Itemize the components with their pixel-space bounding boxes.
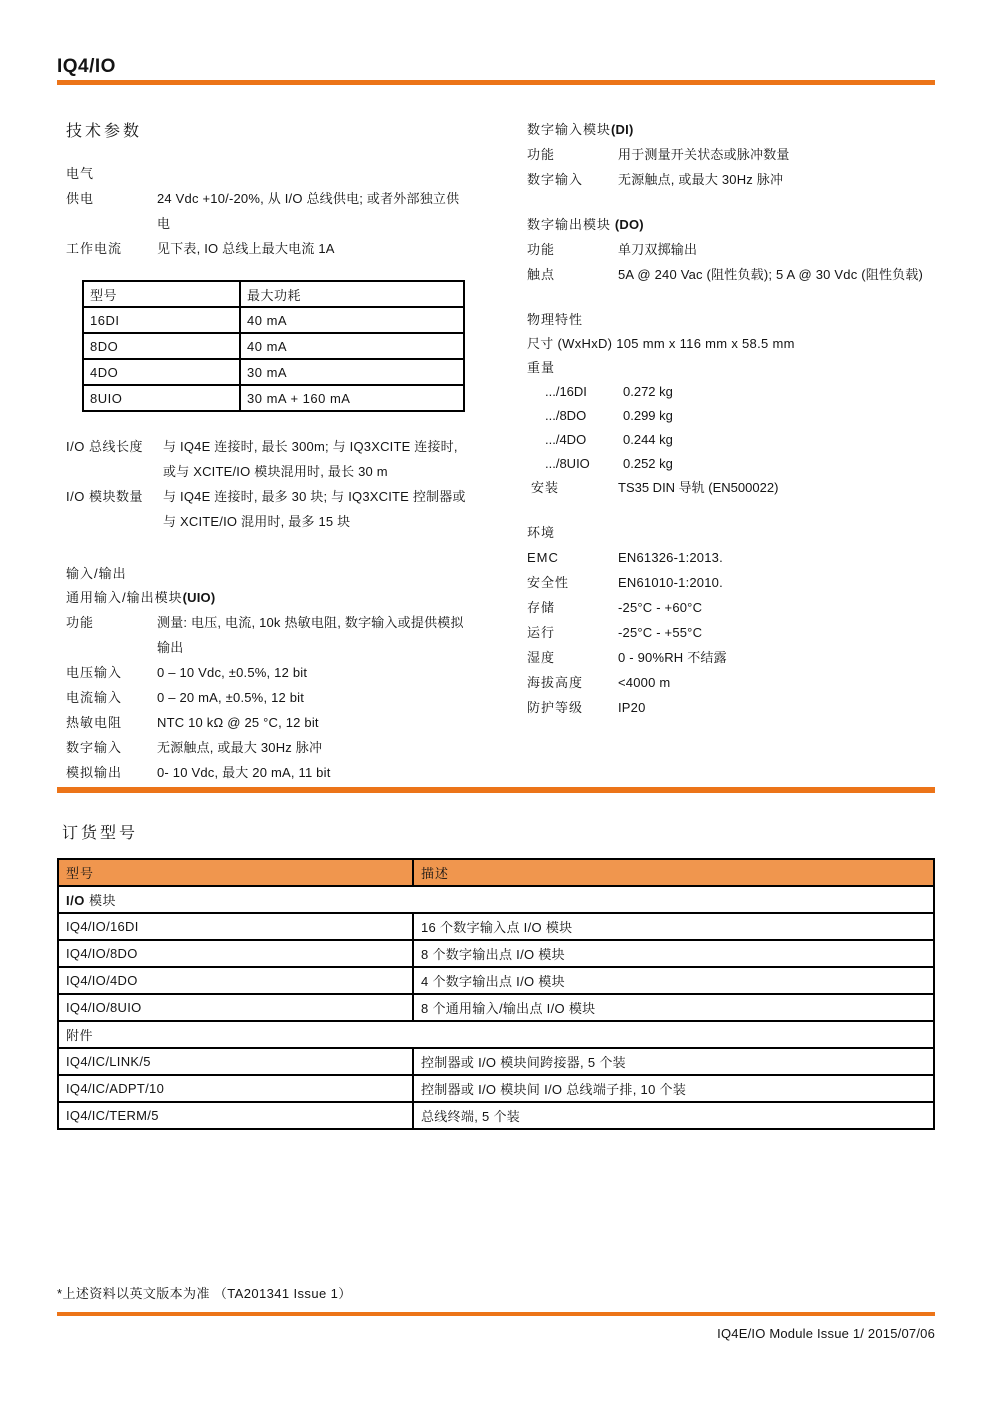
spec-label: 功能: [66, 615, 95, 630]
cell-code: IQ4/IO/8DO: [58, 940, 413, 967]
cell-code: IQ4/IO/4DO: [58, 967, 413, 994]
spec-row-digital-input: [66, 735, 468, 760]
spec-row-emc: [527, 545, 939, 570]
section-divider: [57, 787, 935, 793]
spec-value: <4000 m: [618, 675, 671, 690]
electrical-heading: 电气: [66, 166, 95, 181]
section-row-io-modules: [58, 886, 934, 913]
cell-description: 4 个数字输出点 I/O 模块: [413, 967, 934, 994]
spec-label: 热敏电阻: [66, 715, 123, 730]
spec-label: 电流输入: [66, 690, 123, 705]
spec-label: 电压输入: [66, 665, 123, 680]
column-header-model: 型号: [58, 859, 413, 886]
spacer: [66, 141, 468, 162]
table-row: [58, 967, 934, 994]
table-row: [83, 385, 464, 411]
column-header-description: 描述: [413, 859, 934, 886]
cell-description: 8 个通用输入/输出点 I/O 模块: [413, 994, 934, 1021]
cell-code: IQ4/IC/TERM/5: [58, 1102, 413, 1129]
title-divider: [57, 80, 935, 85]
cell-code: IQ4/IO/16DI: [58, 913, 413, 940]
spec-row-operating: [527, 620, 939, 645]
section-label: 模块: [84, 893, 116, 908]
spec-label: .../8UIO: [545, 456, 590, 471]
tech-left-column: [66, 118, 468, 785]
table-header-row: [58, 859, 934, 886]
cell-model: 16DI: [83, 307, 240, 333]
spec-value: 0 – 20 mA, ±0.5%, 12 bit: [157, 690, 305, 705]
table-row: [83, 307, 464, 333]
di-heading: [527, 118, 939, 142]
spec-row-analog-output: [66, 760, 468, 785]
power-consumption-table: [82, 280, 465, 412]
spacer: [527, 192, 939, 213]
cell-code: IQ4/IC/LINK/5: [58, 1048, 413, 1075]
spec-value: 0- 10 Vdc, 最大 20 mA, 11 bit: [157, 765, 331, 780]
spec-row-storage: [527, 595, 939, 620]
do-heading: [527, 213, 939, 237]
spec-label: 触点: [527, 267, 556, 282]
column-header-model: 型号: [83, 281, 240, 307]
spec-value: 5A @ 240 Vac (阻性负载); 5 A @ 30 Vdc (阻性负载): [618, 267, 924, 282]
section-label-bold: I/O: [66, 893, 85, 908]
spec-row-bus-length: [66, 434, 468, 484]
table-row: [58, 1102, 934, 1129]
spec-value: 无源触点, 或最大 30Hz 脉冲: [157, 740, 323, 755]
tech-heading: 技术参数: [66, 123, 143, 140]
table-header-row: [83, 281, 464, 307]
table-row: [83, 359, 464, 385]
spec-row-do-function: [527, 237, 939, 262]
spec-label: 湿度: [527, 650, 556, 665]
order-heading: 订货型号: [62, 825, 139, 842]
table-row: [58, 994, 934, 1021]
spec-value: 无源触点, 或最大 30Hz 脉冲: [618, 172, 784, 187]
section-cell: 附件: [58, 1021, 934, 1048]
spec-value: 0.252 kg: [623, 456, 673, 471]
cell-value: 40 mA: [240, 333, 464, 359]
weight-row-4do: [527, 428, 939, 452]
spec-row-do-contacts: [527, 262, 939, 287]
di-heading-text: 数字输入模块: [527, 122, 612, 137]
weight-row-8uio: [527, 452, 939, 476]
spec-value: -25°C - +55°C: [618, 625, 703, 640]
spec-value: 与 IQ4E 连接时, 最多 30 块; 与 IQ3XCITE 控制器或与 XCITE/IO 混用时, 最多 15 块: [163, 489, 466, 529]
spec-label: 数字输入: [66, 740, 123, 755]
spec-label: 防护等级: [527, 700, 584, 715]
do-heading-text: 数字输出模块: [527, 217, 612, 232]
spec-label: 功能: [527, 242, 556, 257]
spec-value: 0 – 10 Vdc, ±0.5%, 12 bit: [157, 665, 308, 680]
spec-label: 安全性: [527, 575, 570, 590]
spacer: [527, 500, 939, 521]
spec-label: 存储: [527, 600, 556, 615]
column-header-max-power: 最大功耗: [240, 281, 464, 307]
spec-label: .../4DO: [545, 432, 587, 447]
cell-value: 30 mA: [240, 359, 464, 385]
spec-row-altitude: [527, 670, 939, 695]
spec-row-power-supply: [66, 186, 468, 236]
section-cell: [58, 886, 934, 913]
spec-value: 用于测量开关状态或脉冲数量: [618, 147, 790, 162]
weight-row-8do: [527, 404, 939, 428]
table-row: [58, 913, 934, 940]
spec-label: 供电: [66, 191, 95, 206]
spec-label: 安装: [531, 480, 560, 495]
spec-row-uio-function: [66, 610, 468, 660]
spec-row-current-input: [66, 685, 468, 710]
cell-description: 8 个数字输出点 I/O 模块: [413, 940, 934, 967]
spec-label: 数字输入: [527, 172, 584, 187]
uio-heading: [66, 586, 468, 610]
cell-model: 4DO: [83, 359, 240, 385]
spec-row-module-count: [66, 484, 468, 534]
physical-heading: 物理特性: [527, 312, 584, 327]
footer-divider: [57, 1312, 935, 1316]
spec-row-mounting: [527, 476, 939, 500]
cell-model: 8DO: [83, 333, 240, 359]
spec-value: 单刀双掷输出: [618, 242, 698, 257]
section-row-accessories: [58, 1021, 934, 1048]
spec-row-ip-rating: [527, 695, 939, 720]
cell-description: 总线终端, 5 个装: [413, 1102, 934, 1129]
spec-value: 见下表, IO 总线上最大电流 1A: [157, 241, 335, 256]
spec-label: .../8DO: [545, 408, 587, 423]
order-codes-table: [57, 858, 935, 1130]
dimensions-line: 尺寸 (WxHxD) 105 mm x 116 mm x 58.5 mm: [527, 336, 795, 351]
cell-model: 8UIO: [83, 385, 240, 411]
spec-value: EN61010-1:2010.: [618, 575, 723, 590]
spec-row-thermistor: [66, 710, 468, 735]
spec-label: EMC: [527, 550, 559, 565]
do-heading-abbrev: (DO): [611, 217, 644, 232]
uio-heading-text: 通用输入/输出模块: [66, 590, 183, 605]
spec-value: 24 Vdc +10/-20%, 从 I/O 总线供电; 或者外部独立供电: [157, 191, 460, 231]
table-row: [58, 1048, 934, 1075]
spec-label: I/O 模块数量: [66, 489, 143, 504]
cell-description: 控制器或 I/O 模块间跨接器, 5 个装: [413, 1048, 934, 1075]
spec-row-di-input: [527, 167, 939, 192]
spec-value: EN61326-1:2013.: [618, 550, 723, 565]
spacer: [66, 534, 468, 562]
spec-value: 测量: 电压, 电流, 10k 热敏电阻, 数字输入或提供模拟输出: [157, 615, 464, 655]
footer-issue-text: IQ4E/IO Module Issue 1/ 2015/07/06: [717, 1326, 935, 1341]
spec-label: 功能: [527, 147, 556, 162]
spec-row-di-function: [527, 142, 939, 167]
spec-value: 0.299 kg: [623, 408, 673, 423]
spec-value: 0.272 kg: [623, 384, 673, 399]
spec-value: 与 IQ4E 连接时, 最长 300m; 与 IQ3XCITE 连接时, 或与 XCITE/IO 模块混用时, 最长 30 m: [163, 439, 458, 479]
spec-value: IP20: [618, 700, 646, 715]
spacer: [527, 287, 939, 308]
spec-row-safety: [527, 570, 939, 595]
spec-value: -25°C - +60°C: [618, 600, 703, 615]
spec-label: I/O 总线长度: [66, 439, 143, 454]
cell-code: IQ4/IC/ADPT/10: [58, 1075, 413, 1102]
di-heading-abbrev: (DI): [611, 122, 634, 137]
uio-heading-abbrev: (UIO): [182, 590, 216, 605]
weight-row-16di: [527, 380, 939, 404]
tech-right-column: [527, 118, 939, 720]
spec-row-humidity: [527, 645, 939, 670]
page-title: IQ4/IO: [57, 56, 116, 77]
spec-row-operating-current: [66, 236, 468, 261]
cell-code: IQ4/IO/8UIO: [58, 994, 413, 1021]
table-row: [58, 1075, 934, 1102]
spec-value: TS35 DIN 导轨 (EN500022): [618, 480, 779, 495]
cell-description: 控制器或 I/O 模块间 I/O 总线端子排, 10 个装: [413, 1075, 934, 1102]
weight-heading: 重量: [527, 360, 556, 375]
spec-label: .../16DI: [545, 384, 587, 399]
cell-description: 16 个数字输入点 I/O 模块: [413, 913, 934, 940]
spec-value: 0 - 90%RH 不结露: [618, 650, 727, 665]
spec-row-voltage-input: [66, 660, 468, 685]
environment-heading: 环境: [527, 525, 556, 540]
spec-label: 工作电流: [66, 241, 123, 256]
spec-value: 0.244 kg: [623, 432, 673, 447]
spec-label: 海拔高度: [527, 675, 584, 690]
spec-label: 模拟输出: [66, 765, 123, 780]
cell-value: 30 mA + 160 mA: [240, 385, 464, 411]
io-heading: 输入/输出: [66, 566, 127, 581]
table-row: [58, 940, 934, 967]
footnote: *上述资料以英文版本为准 （TA201341 Issue 1）: [57, 1286, 352, 1301]
spec-label: 运行: [527, 625, 556, 640]
table-row: [83, 333, 464, 359]
cell-value: 40 mA: [240, 307, 464, 333]
spec-value: NTC 10 kΩ @ 25 °C, 12 bit: [157, 715, 319, 730]
